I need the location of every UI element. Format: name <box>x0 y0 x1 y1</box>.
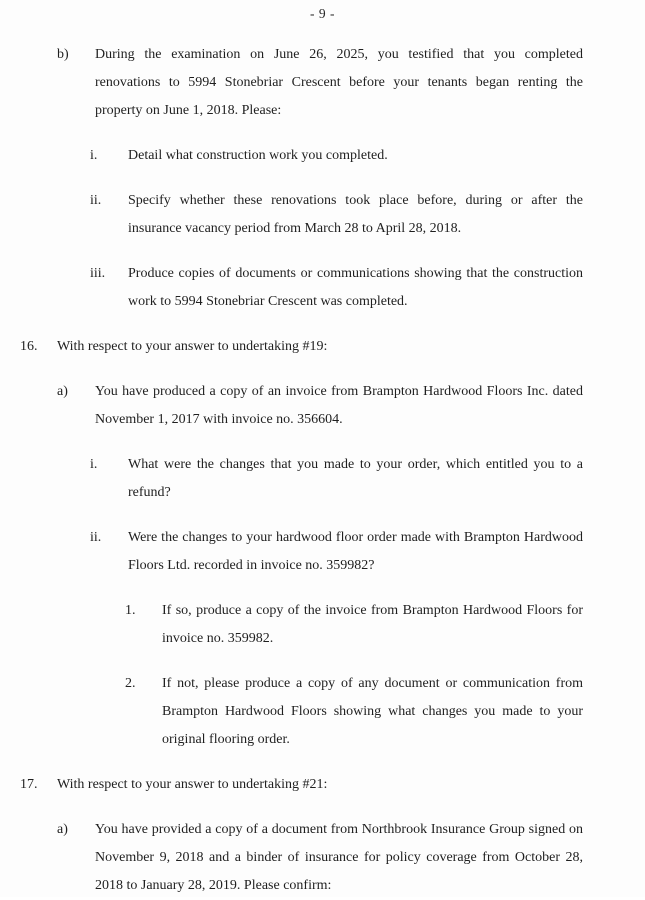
list-item <box>0 378 645 434</box>
list-item <box>0 41 645 125</box>
list-item-text: Were the changes to your hardwood floor order made with Brampton Hardwood Floors Ltd. recorded in invoice no. 359982? <box>128 530 583 573</box>
list-item-marker: iii. <box>90 266 106 281</box>
list-item <box>0 524 645 580</box>
list-item <box>0 597 645 653</box>
list-item-marker: i. <box>90 457 98 472</box>
list-item-text: Produce copies of documents or communications showing that the construction work to 5994 Stonebriar Crescent was completed. <box>128 266 583 309</box>
list-item-text: With respect to your answer to undertaking #19: <box>57 339 328 354</box>
list-item-marker: 16. <box>20 339 38 354</box>
list-item-text: You have provided a copy of a document from Northbrook Insurance Group signed on November 9, 2018 and a binder of insurance for policy coverage from October 28, 2018 to January 28, 2019. Please confirm: <box>95 822 583 893</box>
list-item-text: What were the changes that you made to your order, which entitled you to a refund? <box>128 457 583 500</box>
list-item <box>0 260 645 316</box>
list-item-marker: b) <box>57 47 69 62</box>
list-item <box>0 771 645 799</box>
document-body <box>0 22 645 900</box>
list-item-text: If so, produce a copy of the invoice from Brampton Hardwood Floors for invoice no. 359982. <box>162 603 583 646</box>
list-item-marker: a) <box>57 384 68 399</box>
page-number: - 9 - <box>310 6 335 21</box>
list-item-marker: ii. <box>90 193 102 208</box>
list-item-marker: 17. <box>20 777 38 792</box>
list-item <box>0 187 645 243</box>
list-item-text: If not, please produce a copy of any document or communication from Brampton Hardwood Floors showing what changes you made to your original flooring order. <box>162 676 583 747</box>
list-item <box>0 451 645 507</box>
list-item-text: With respect to your answer to undertaking #21: <box>57 777 328 792</box>
list-item-marker: 2. <box>125 676 136 691</box>
list-item-marker: i. <box>90 148 98 163</box>
list-item <box>0 333 645 361</box>
list-item <box>0 670 645 754</box>
list-item-text: You have produced a copy of an invoice from Brampton Hardwood Floors Inc. dated November 1, 2017 with invoice no. 356604. <box>95 384 583 427</box>
list-item-marker: ii. <box>90 530 102 545</box>
list-item-text: During the examination on June 26, 2025, you testified that you completed renovations to 5994 Stonebriar Crescent before your tenants began renting the property on June 1, 2018. Please: <box>95 47 583 118</box>
list-item-text: Specify whether these renovations took place before, during or after the insurance vacancy period from March 28 to April 28, 2018. <box>128 193 583 236</box>
list-item <box>0 816 645 900</box>
list-item <box>0 142 645 170</box>
list-item-text: Detail what construction work you completed. <box>128 148 388 163</box>
list-item-marker: a) <box>57 822 68 837</box>
list-item-marker: 1. <box>125 603 136 618</box>
